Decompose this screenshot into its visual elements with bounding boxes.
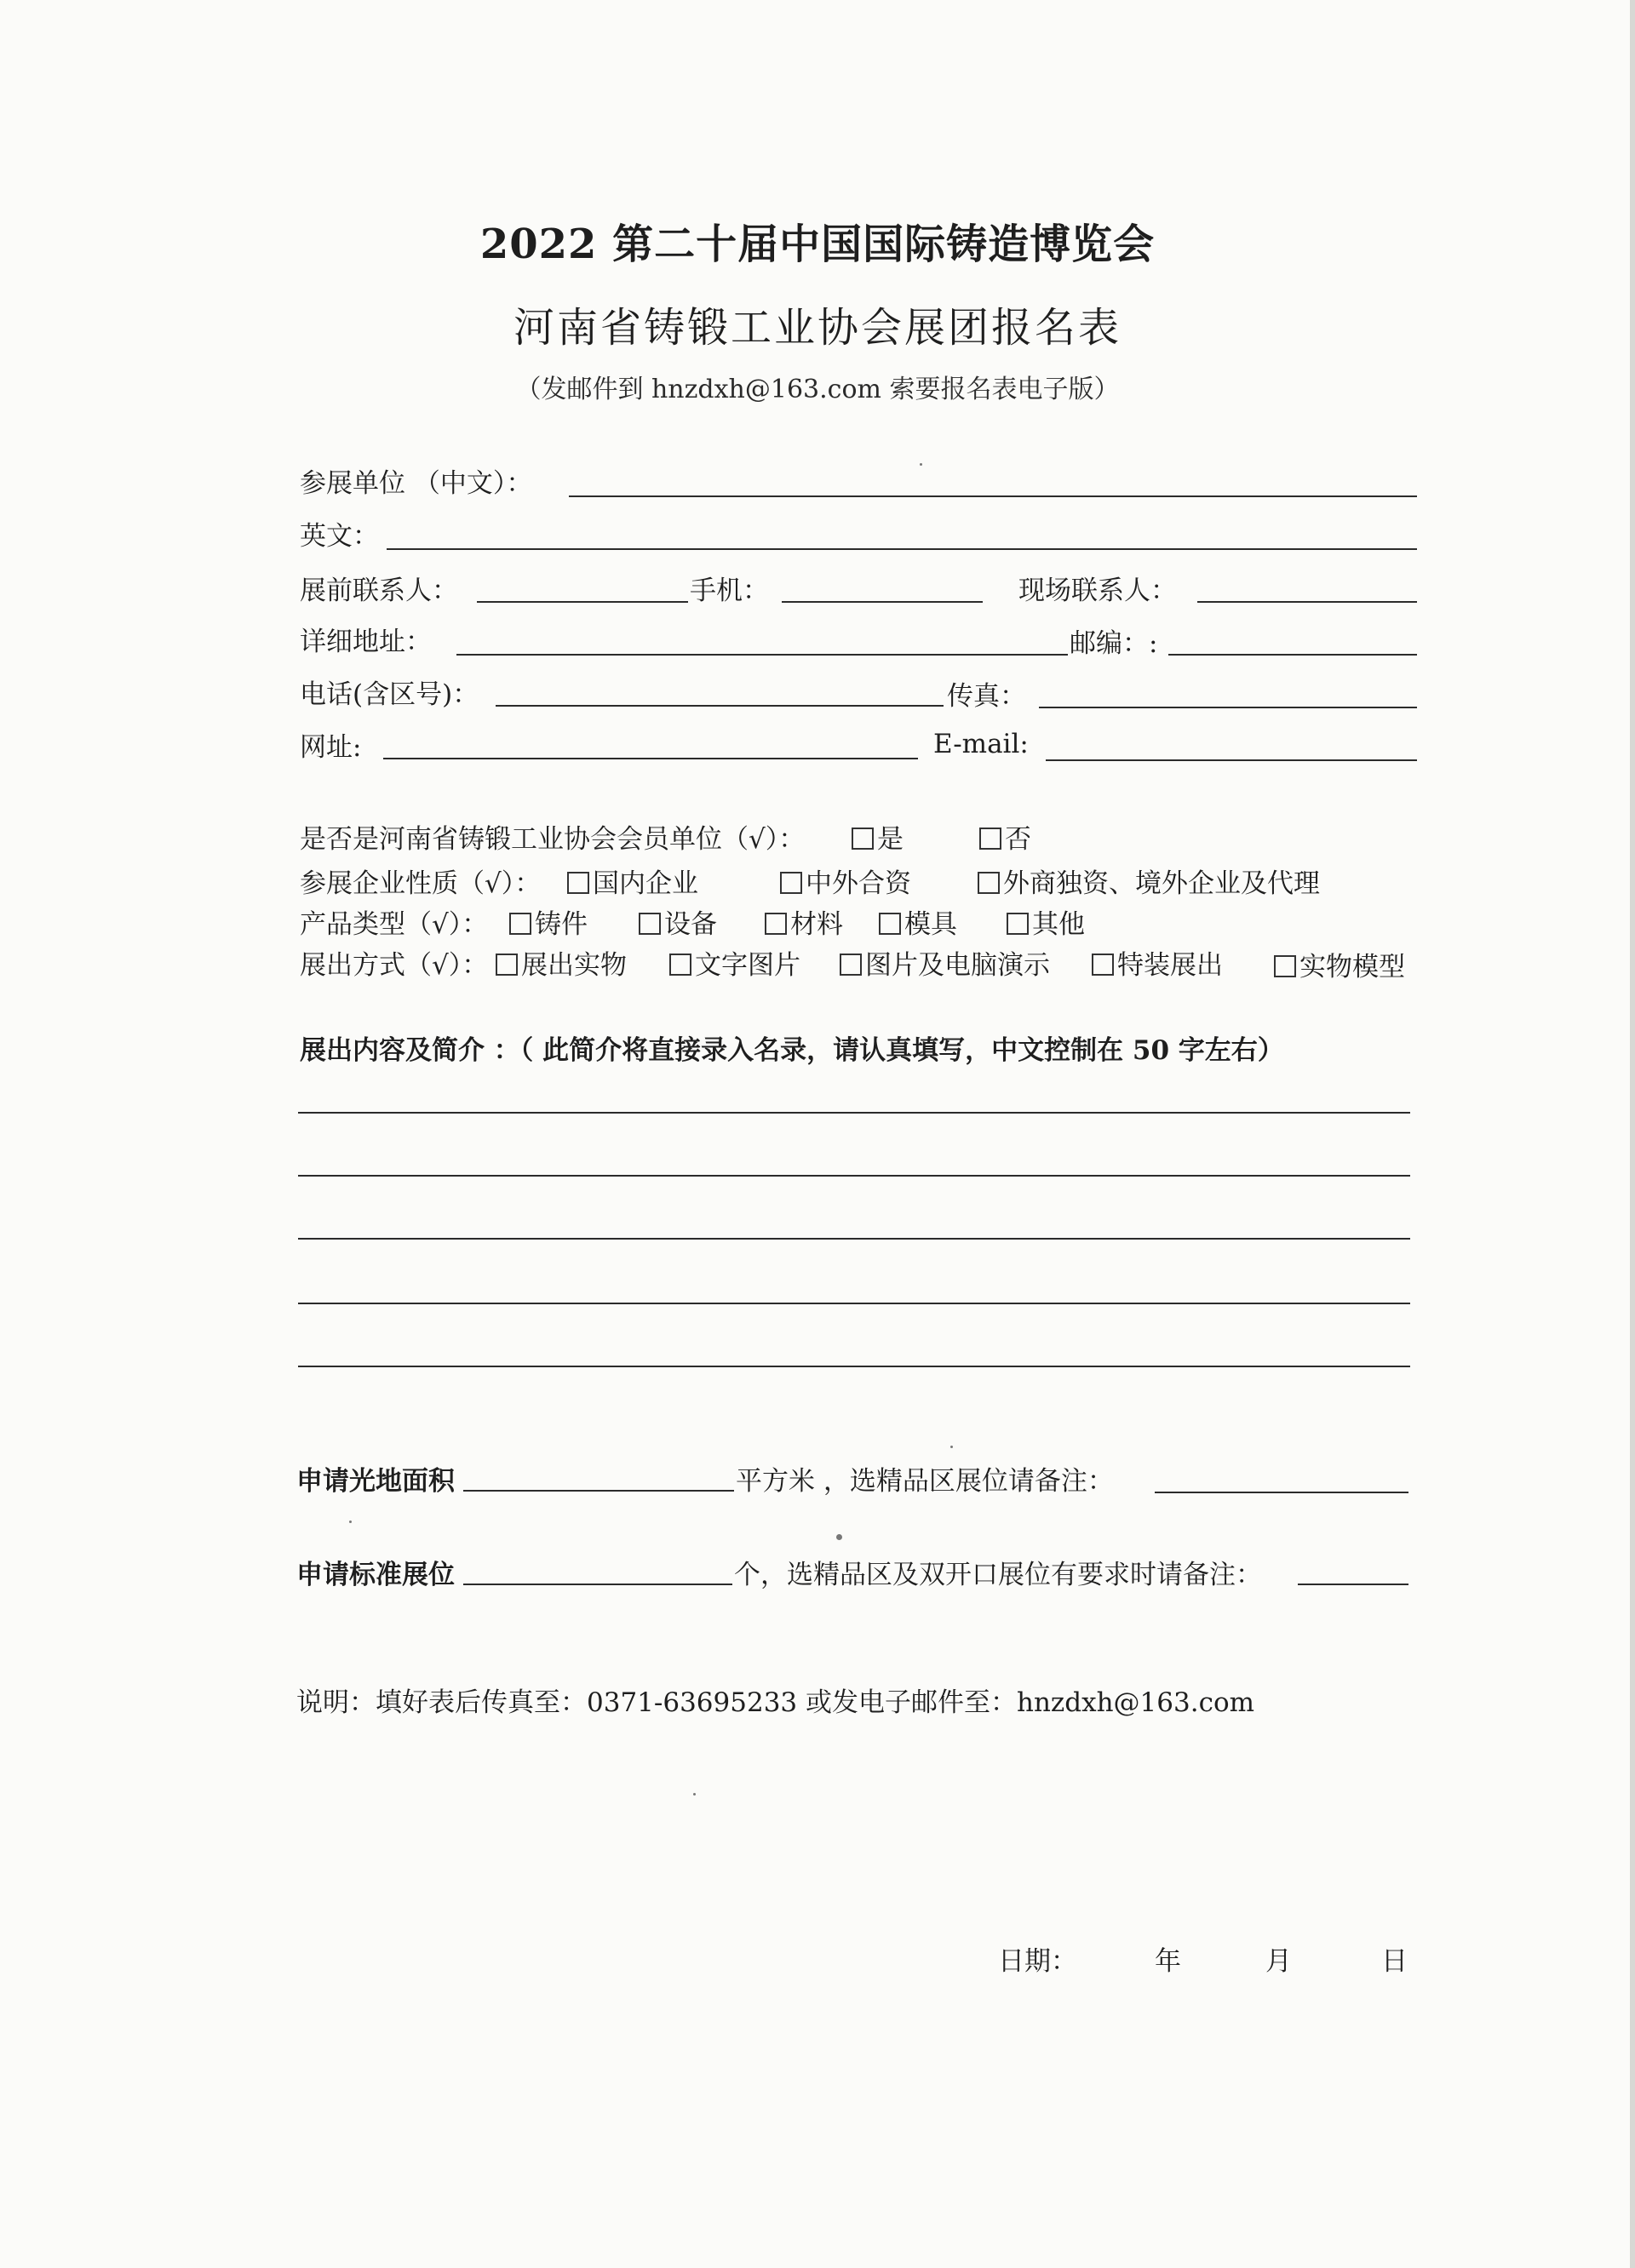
product-question-label: 产品类型（√）： — [300, 909, 489, 940]
description-line-5[interactable] — [298, 1366, 1410, 1367]
form-title-line2: 河南省铸锻工业协会展团报名表 — [513, 304, 1122, 352]
postcode-label: 邮编：: — [1070, 628, 1158, 659]
checkbox[interactable] — [1274, 955, 1296, 977]
mobile-label: 手机： — [690, 576, 769, 606]
checkbox[interactable] — [879, 913, 901, 935]
onsite-contact-label: 现场联系人： — [1018, 576, 1177, 606]
description-label: 展出内容及简介 ：（ 此简介将直接录入名录，请认真填写，中文控制在 50 字左右） — [300, 1035, 1284, 1066]
product-option-equipment[interactable]: 设备 — [639, 902, 717, 941]
scan-speck — [349, 1521, 352, 1523]
fax-field[interactable] — [1039, 707, 1417, 708]
display-option-computer-demo[interactable]: 图片及电脑演示 — [840, 943, 1050, 982]
booth-unit-label: 个，选精品区及双开口展位有要求时请备注： — [734, 1560, 1262, 1590]
booth-remark-field[interactable] — [1298, 1584, 1408, 1585]
date-label: 日期： — [998, 1946, 1077, 1977]
company-cn-field[interactable] — [569, 495, 1417, 497]
checkbox[interactable] — [852, 828, 874, 850]
area-remark-field[interactable] — [1155, 1492, 1408, 1493]
checkbox[interactable] — [509, 913, 531, 935]
date-year: 年 — [1155, 1946, 1181, 1977]
postcode-field[interactable] — [1168, 654, 1417, 656]
area-field[interactable] — [463, 1490, 734, 1492]
checkbox[interactable] — [639, 913, 661, 935]
product-option-casting[interactable]: 铸件 — [509, 902, 588, 941]
form-title-line1: 2022 第二十届中国国际铸造博览会 — [479, 220, 1156, 268]
product-option-mold[interactable]: 模具 — [879, 902, 957, 941]
checkbox[interactable] — [1092, 954, 1114, 976]
checkbox[interactable] — [567, 872, 589, 894]
scan-speck — [920, 463, 922, 466]
product-option-material[interactable]: 材料 — [765, 902, 843, 941]
fax-label: 传真： — [947, 681, 1026, 712]
address-field[interactable] — [456, 654, 1068, 656]
form-subtitle: （发邮件到 hnzdxh@163.com 索要报名表电子版） — [515, 375, 1120, 404]
area-unit-label: 平方米 ，选精品区展位请备注： — [736, 1466, 1114, 1497]
member-option-yes[interactable]: 是 — [852, 817, 904, 856]
booth-label: 申请标准展位 — [296, 1560, 455, 1590]
pre-contact-field[interactable] — [477, 601, 688, 603]
scan-speck — [950, 1446, 953, 1448]
checkbox[interactable] — [765, 913, 787, 935]
onsite-contact-field[interactable] — [1197, 601, 1417, 603]
description-line-1[interactable] — [298, 1112, 1410, 1114]
description-line-4[interactable] — [298, 1303, 1410, 1304]
area-label: 申请光地面积 — [296, 1466, 455, 1497]
company-cn-label: 参展单位 （中文）： — [300, 468, 533, 499]
pre-contact-label: 展前联系人： — [300, 576, 458, 606]
scan-speck — [693, 1793, 696, 1796]
address-label: 详细地址： — [300, 627, 432, 657]
member-question-label: 是否是河南省铸锻工业协会会员单位（√）： — [300, 824, 806, 855]
product-option-other[interactable]: 其他 — [1007, 902, 1085, 941]
checkbox[interactable] — [1007, 913, 1029, 935]
scan-speck — [836, 1534, 842, 1540]
display-option-special-booth[interactable]: 特装展出 — [1092, 943, 1223, 982]
company-en-field[interactable] — [387, 548, 1417, 550]
email-label: E-mail: — [933, 729, 1029, 759]
company-en-label: 英文： — [300, 521, 379, 552]
date-month: 月 — [1265, 1946, 1292, 1977]
nature-option-domestic[interactable]: 国内企业 — [567, 862, 698, 900]
display-option-physical[interactable]: 展出实物 — [496, 943, 627, 982]
nature-question-label: 参展企业性质（√）： — [300, 868, 542, 899]
checkbox[interactable] — [669, 954, 691, 976]
booth-field[interactable] — [463, 1584, 732, 1585]
date-day: 日 — [1381, 1946, 1408, 1977]
website-field[interactable] — [383, 758, 918, 759]
nature-option-joint-venture[interactable]: 中外合资 — [780, 862, 911, 900]
checkbox[interactable] — [496, 954, 518, 976]
nature-option-foreign[interactable]: 外商独资、境外企业及代理 — [978, 862, 1320, 900]
description-line-3[interactable] — [298, 1238, 1410, 1240]
member-option-no[interactable]: 否 — [979, 817, 1031, 856]
checkbox[interactable] — [780, 872, 802, 894]
instructions-note: 说明：填好表后传真至：0371-63695233 或发电子邮件至：hnzdxh@163.com — [296, 1687, 1255, 1718]
phone-label: 电话(含区号)： — [300, 679, 479, 710]
description-line-2[interactable] — [298, 1175, 1410, 1177]
checkbox[interactable] — [840, 954, 862, 976]
phone-field[interactable] — [496, 705, 944, 707]
website-label: 网址: — [300, 732, 362, 763]
checkbox[interactable] — [978, 872, 1000, 894]
display-option-model[interactable]: 实物模型 — [1274, 945, 1405, 983]
email-field[interactable] — [1046, 759, 1417, 761]
display-option-text-images[interactable]: 文字图片 — [669, 943, 800, 982]
checkbox[interactable] — [979, 828, 1001, 850]
mobile-field[interactable] — [782, 601, 983, 603]
display-question-label: 展出方式（√）： — [300, 950, 489, 981]
